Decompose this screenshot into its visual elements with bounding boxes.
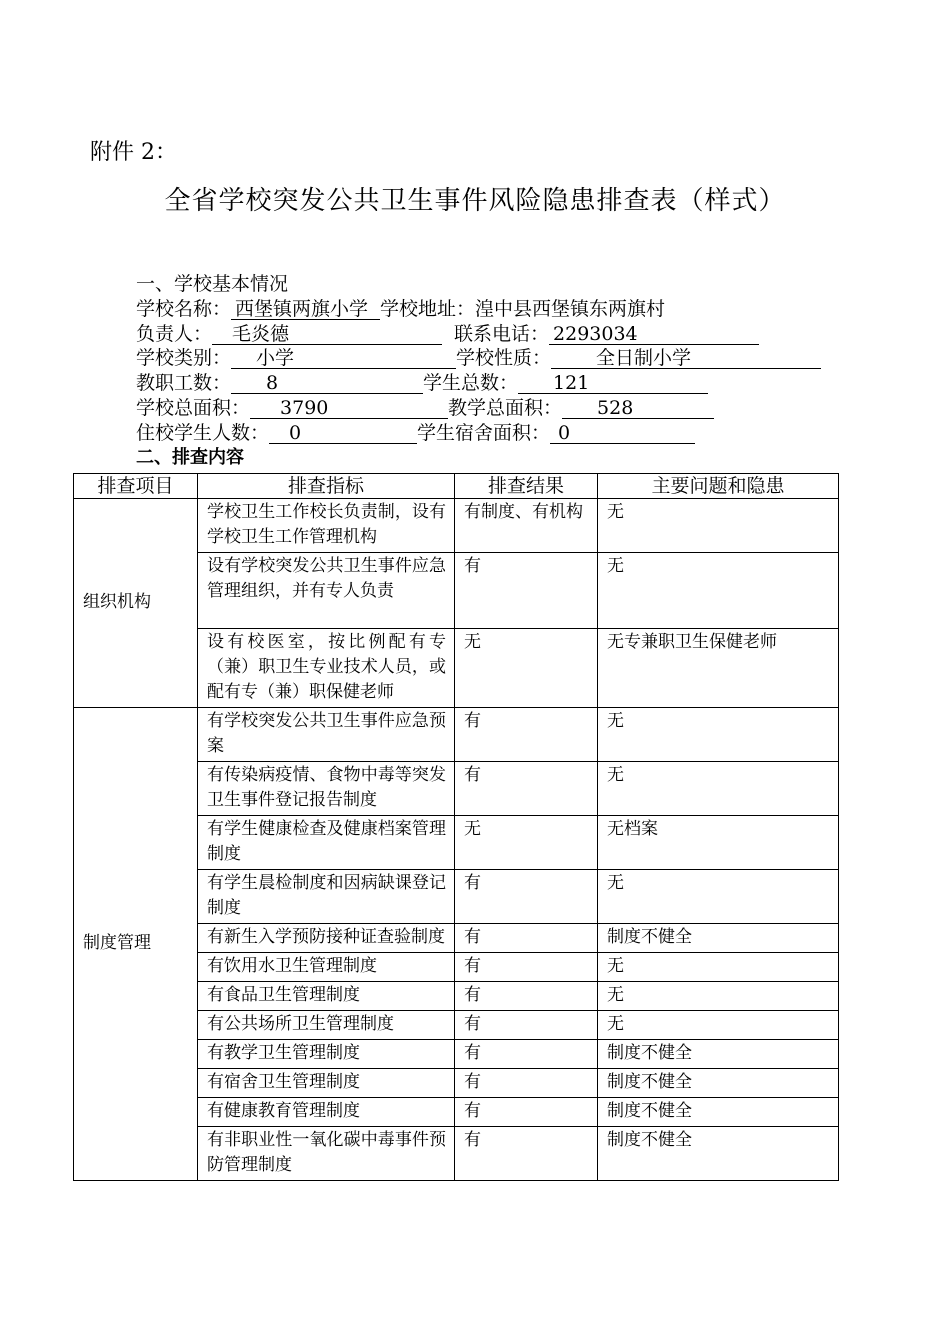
staff-label: 教职工数： bbox=[136, 372, 232, 395]
table-row bbox=[74, 708, 839, 762]
area-value: 3790 bbox=[250, 398, 448, 419]
info-line-staff-students bbox=[136, 371, 821, 396]
basic-info bbox=[136, 272, 821, 470]
teaching-area-label: 教学总面积： bbox=[448, 396, 563, 419]
person-label: 负责人： bbox=[136, 322, 213, 345]
result-cell: 有制度、有机构 bbox=[455, 499, 598, 553]
info-line-person-phone bbox=[136, 322, 821, 347]
result-cell: 有 bbox=[455, 1040, 598, 1069]
issue-cell: 制度不健全 bbox=[598, 1040, 839, 1069]
indicator-cell: 设有校医室，按比例配有专（兼）职卫生专业技术人员，或配有专（兼）职保健老师 bbox=[198, 629, 455, 708]
issue-cell: 无 bbox=[598, 953, 839, 982]
indicator-cell: 有学生健康检查及健康档案管理制度 bbox=[198, 816, 455, 870]
info-line-category-nature bbox=[136, 346, 821, 371]
indicator-cell: 有学生晨检制度和因病缺课登记制度 bbox=[198, 870, 455, 924]
result-cell: 有 bbox=[455, 1011, 598, 1040]
staff-value: 8 bbox=[231, 373, 423, 394]
header-issue: 主要问题和隐患 bbox=[598, 474, 839, 499]
issue-cell: 无专兼职卫生保健老师 bbox=[598, 629, 839, 708]
dorm-area-value: 0 bbox=[550, 423, 695, 444]
school-name-label: 学校名称： bbox=[136, 297, 232, 320]
info-line-area bbox=[136, 396, 821, 421]
category-cell: 制度管理 bbox=[74, 708, 198, 1181]
teaching-area-value: 528 bbox=[562, 398, 714, 419]
result-cell: 有 bbox=[455, 953, 598, 982]
category-cell: 组织机构 bbox=[74, 499, 198, 708]
table-row bbox=[74, 499, 839, 553]
result-cell: 有 bbox=[455, 553, 598, 629]
indicator-cell: 有传染病疫情、食物中毒等突发卫生事件登记报告制度 bbox=[198, 762, 455, 816]
result-cell: 无 bbox=[455, 629, 598, 708]
issue-cell: 无 bbox=[598, 708, 839, 762]
indicator-cell: 有饮用水卫生管理制度 bbox=[198, 953, 455, 982]
category-value: 小学 bbox=[231, 348, 456, 369]
result-cell: 有 bbox=[455, 924, 598, 953]
phone-label: 联系电话： bbox=[454, 322, 550, 345]
person-value: 毛炎德 bbox=[212, 324, 442, 345]
indicator-cell: 有新生入学预防接种证查验制度 bbox=[198, 924, 455, 953]
result-cell: 有 bbox=[455, 762, 598, 816]
document-title: 全省学校突发公共卫生事件风险隐患排查表（样式） bbox=[164, 186, 786, 216]
issue-cell: 制度不健全 bbox=[598, 924, 839, 953]
issue-cell: 无 bbox=[598, 982, 839, 1011]
result-cell: 有 bbox=[455, 1127, 598, 1181]
inspection-table bbox=[73, 473, 839, 1181]
issue-cell: 无 bbox=[598, 553, 839, 629]
nature-value: 全日制小学 bbox=[551, 348, 821, 369]
students-label: 学生总数： bbox=[423, 372, 519, 395]
issue-cell: 无 bbox=[598, 1011, 839, 1040]
indicator-cell: 有健康教育管理制度 bbox=[198, 1098, 455, 1127]
section1-heading: 一、学校基本情况 bbox=[136, 273, 289, 295]
result-cell: 有 bbox=[455, 870, 598, 924]
result-cell: 有 bbox=[455, 708, 598, 762]
section2-heading: 二、排查内容 bbox=[136, 446, 244, 468]
phone-value: 2293034 bbox=[549, 324, 759, 345]
indicator-cell: 有学校突发公共卫生事件应急预案 bbox=[198, 708, 455, 762]
issue-cell: 无档案 bbox=[598, 816, 839, 870]
info-line-name-address bbox=[136, 297, 821, 322]
indicator-cell: 有教学卫生管理制度 bbox=[198, 1040, 455, 1069]
category-label: 学校类别： bbox=[136, 347, 232, 370]
area-label: 学校总面积： bbox=[136, 396, 251, 419]
indicator-cell: 有食品卫生管理制度 bbox=[198, 982, 455, 1011]
nature-label: 学校性质： bbox=[456, 347, 552, 370]
result-cell: 有 bbox=[455, 1069, 598, 1098]
address-value: 湟中县西堡镇东两旗村 bbox=[475, 297, 666, 320]
address-label: 学校地址： bbox=[380, 297, 476, 320]
result-cell: 有 bbox=[455, 982, 598, 1011]
indicator-cell: 有公共场所卫生管理制度 bbox=[198, 1011, 455, 1040]
dorm-area-label: 学生宿舍面积： bbox=[417, 421, 551, 444]
info-line-boarders-dorm bbox=[136, 421, 821, 446]
indicator-cell: 设有学校突发公共卫生事件应急管理组织，并有专人负责 bbox=[198, 553, 455, 629]
issue-cell: 无 bbox=[598, 499, 839, 553]
issue-cell: 无 bbox=[598, 870, 839, 924]
students-value: 121 bbox=[518, 373, 708, 394]
table-header-row bbox=[74, 474, 839, 499]
indicator-cell: 有宿舍卫生管理制度 bbox=[198, 1069, 455, 1098]
boarders-value: 0 bbox=[269, 423, 417, 444]
issue-cell: 无 bbox=[598, 762, 839, 816]
issue-cell: 制度不健全 bbox=[598, 1127, 839, 1181]
header-result: 排查结果 bbox=[455, 474, 598, 499]
boarders-label: 住校学生人数： bbox=[136, 421, 270, 444]
issue-cell: 制度不健全 bbox=[598, 1098, 839, 1127]
issue-cell: 制度不健全 bbox=[598, 1069, 839, 1098]
indicator-cell: 学校卫生工作校长负责制，设有学校卫生工作管理机构 bbox=[198, 499, 455, 553]
indicator-cell: 有非职业性一氧化碳中毒事件预防管理制度 bbox=[198, 1127, 455, 1181]
school-name-value: 西堡镇两旗小学 bbox=[231, 299, 380, 320]
attachment-label: 附件 2： bbox=[90, 140, 177, 165]
header-item: 排查项目 bbox=[74, 474, 198, 499]
result-cell: 无 bbox=[455, 816, 598, 870]
result-cell: 有 bbox=[455, 1098, 598, 1127]
header-indicator: 排查指标 bbox=[198, 474, 455, 499]
